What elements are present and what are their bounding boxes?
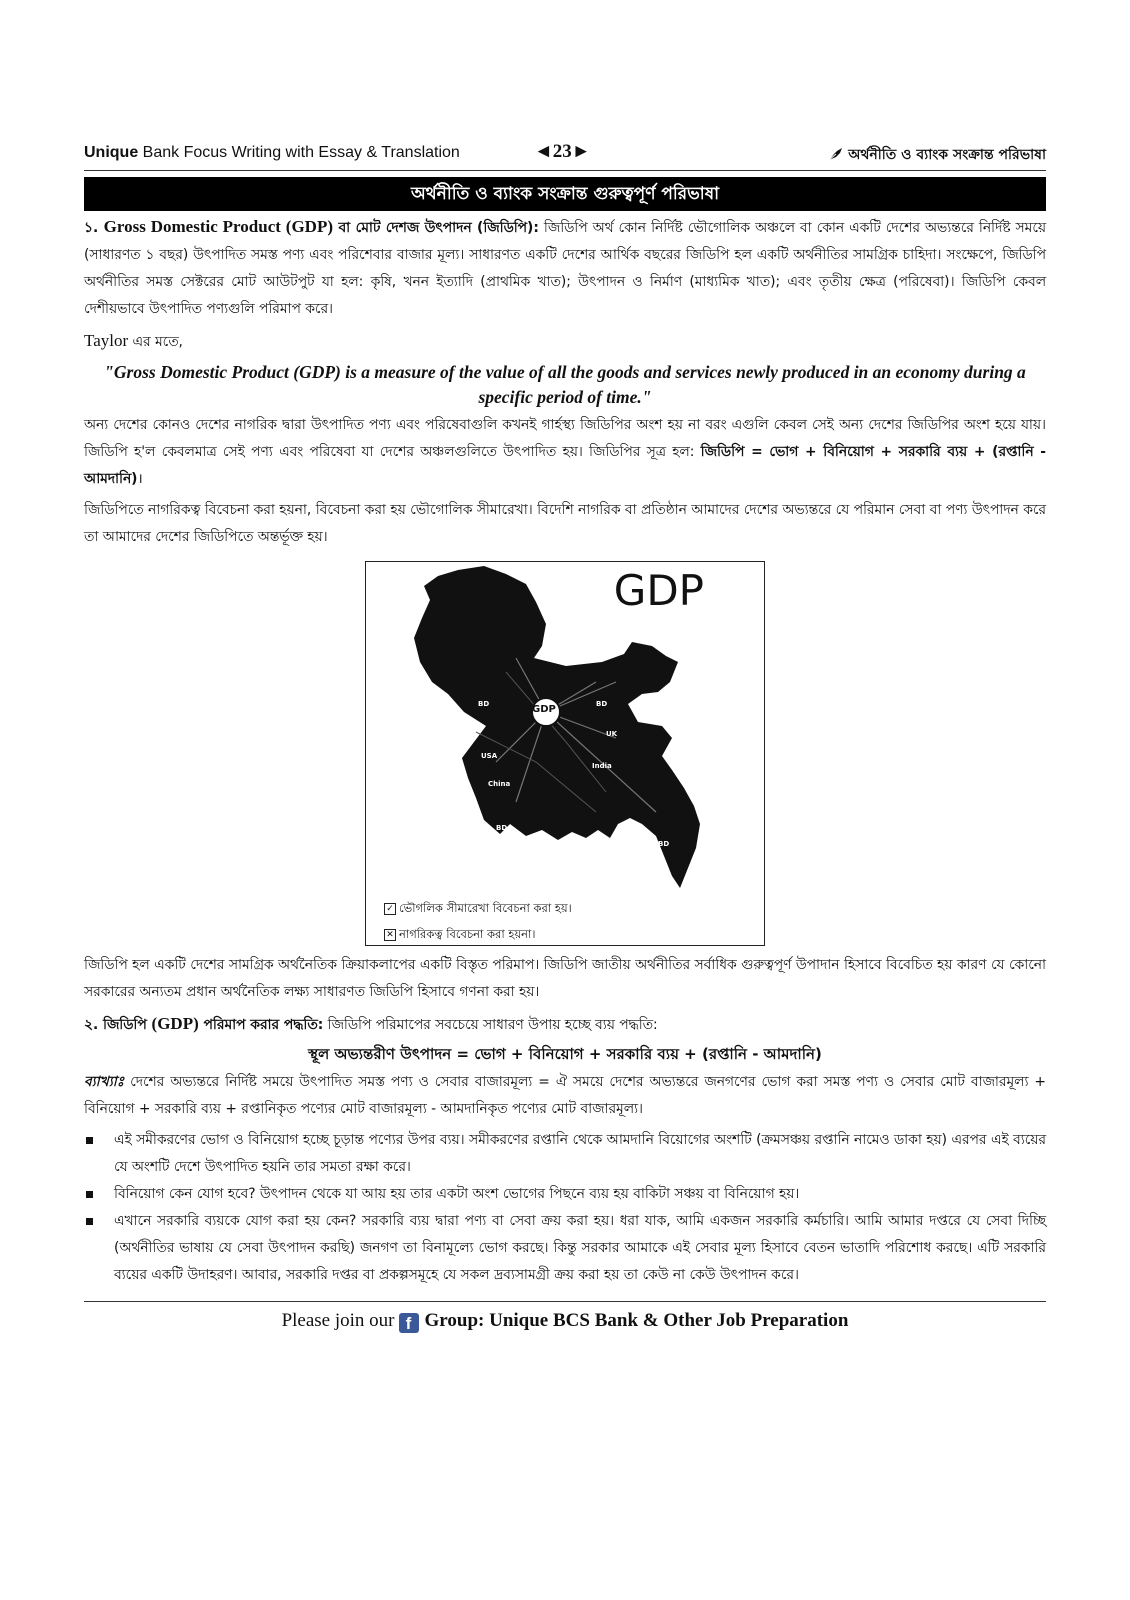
taylor-line bbox=[84, 327, 1046, 356]
list-item bbox=[84, 1181, 1046, 1208]
node-usa: USA bbox=[481, 752, 498, 760]
explanation-label: ব্যাখ্যাঃ bbox=[84, 1074, 125, 1090]
facebook-group-link[interactable]: Unique BCS Bank & Other Job Preparation bbox=[484, 1310, 849, 1331]
section-1-paragraph bbox=[84, 213, 1046, 323]
paragraph-2 bbox=[84, 412, 1046, 493]
node-bd-2: BD bbox=[596, 700, 608, 708]
node-bd-4: BD bbox=[658, 840, 670, 848]
footer-invite: Please join our bbox=[281, 1310, 395, 1331]
footer-group-label: Group: bbox=[424, 1310, 485, 1331]
taylor-quote: "Gross Domestic Product (GDP) is a measure of the value of all the goods and services newly produced in an economy during a specific period of time." bbox=[104, 362, 1026, 407]
book-title bbox=[84, 144, 460, 162]
node-china: China bbox=[488, 780, 511, 788]
paragraph-3: জিডিপিতে নাগরিকত্ব বিবেচনা করা হয়না, বিবেচনা করা হয় ভৌগোলিক সীমারেখা। বিদেশি নাগরিক বা প্রতিষ্ঠান আমাদের দেশের অভ্যন্তরে যে পরিমান সেবা বা পণ্য উৎপাদন করে তা আমাদের দেশের জিডিপিতে অন্তর্ভূক্ত হয়। bbox=[84, 502, 1046, 545]
figure-title: GDP bbox=[613, 566, 704, 615]
footer-divider bbox=[84, 1301, 1046, 1302]
bullet-text: এই সমীকরণের ভোগ ও বিনিয়োগ হচ্ছে চূড়ান্ত পণ্যের উপর ব্যয়। সমীকরণের রপ্তানি থেকে আমদানি বিয়োগের অংশটি (ক্রমসঞ্চয় রপ্তানি নামেও ডাকা হয়) এরপর এই ব্যয়ের যে অংশটি দেশে উৎপাদিত হয়নি তার সমতা রক্ষা করে। bbox=[114, 1132, 1046, 1175]
term-english: Gross Domestic Product (GDP) bbox=[103, 217, 334, 236]
section-2-paragraph bbox=[84, 1010, 1046, 1039]
bullet-text: বিনিয়োগ কেন যোগ হবে? উৎপাদন থেকে যা আয় হয় তার একটা অংশ ভোগের পিছনে ব্যয় হয় বাকিটা সঞ্চয় বা বিনিয়োগ হয়। bbox=[114, 1186, 800, 1202]
bangladesh-map bbox=[366, 562, 764, 945]
definition-text: জিডিপি অর্থ কোন নির্দিষ্ট ভৌগোলিক অঞ্চলে বা কোন একটি দেশের অভ্যন্তরে নির্দিষ্ট সময়ে (সাধারণত ১ বছর) উৎপাদিত সমস্ত পণ্য এবং পরিশেবার বাজার মূল্য। সাধারণত একটি দেশের আর্থিক বছরের জিডিপি হল একটি অর্থনীতির সামগ্রিক চাহিদা। সংক্ষেপে, জিডিপি অর্থনীতির সমস্ত সেক্টরের মোট আউটপুট যা হল: কৃষি, খনন ইত্যাদি (প্রাথমিক খাত); উৎপাদন ও নির্মাণ (মাধ্যমিক খাত); এবং তৃতীয় ক্ষেত্র (পরিষেবা)। জিডিপি কেবল দেশীয়ভাবে উৎপাদিত পণ্যগুলি পরিমাপ করে। bbox=[84, 220, 1047, 317]
section-2-heading-post: পরিমাপ করার পদ্ধতি: bbox=[198, 1017, 324, 1033]
paragraph-2-end: । bbox=[137, 471, 143, 487]
list-item bbox=[84, 1127, 1046, 1181]
running-header bbox=[84, 138, 1046, 168]
header-divider bbox=[84, 170, 1046, 171]
square-bullet-icon bbox=[86, 1218, 93, 1225]
node-bd-3: BD bbox=[496, 824, 508, 832]
square-bullet-icon bbox=[86, 1137, 93, 1144]
gdp-map-figure bbox=[365, 561, 765, 946]
square-bullet-icon bbox=[86, 1191, 93, 1198]
brand-name: Unique bbox=[84, 144, 139, 161]
gdp-formula-inline: জিডিপি = ভোগ + বিনিয়োগ + সরকারি ব্যয় + (রপ্তানি - আমদানি) bbox=[84, 444, 1046, 487]
pen-nib-icon bbox=[828, 147, 844, 165]
caption-citizenship bbox=[384, 926, 536, 945]
cross-icon: ✕ bbox=[384, 929, 396, 941]
section-title: অর্থনীতি ও ব্যাংক সংক্রান্ত পরিভাষা bbox=[848, 147, 1046, 163]
section-1-number: ১. bbox=[84, 220, 104, 236]
node-india: India bbox=[592, 762, 612, 770]
author-suffix: এর মতে, bbox=[128, 334, 183, 350]
caption-citizenship-text: নাগরিকত্ব বিবেচনা করা হয়না। bbox=[399, 927, 536, 941]
book-title-text: Bank Focus Writing with Essay & Translation bbox=[138, 144, 460, 161]
list-item bbox=[84, 1208, 1046, 1289]
caption-geographic-text: ভৌগলিক সীমারেখা বিবেচনা করা হয়। bbox=[399, 901, 572, 915]
section-2-text: জিডিপি পরিমাপের সবচেয়ে সাধারণ উপায় হচ্ছে ব্যয় পদ্ধতি: bbox=[323, 1017, 658, 1033]
node-uk: UK bbox=[606, 730, 618, 738]
author-name: Taylor bbox=[84, 331, 129, 350]
paragraph-2-text: অন্য দেশের কোনও দেশের নাগরিক দ্বারা উৎপাদিত পণ্য এবং পরিষেবাগুলি কখনই গার্হস্থ্য জিডিপির অংশ হয় না বরং এগুলি কেবল সেই অন্য দেশের জিডিপির অংশ হয়ে যায়। জিডিপি হ'ল কেবলমাত্র সেই পণ্য এবং পরিষেবা যা দেশের অঞ্চলগুলিতে উৎপাদিত হয়। জিডিপির সূত্র হল: bbox=[84, 417, 1046, 460]
facebook-icon[interactable]: f bbox=[399, 1313, 419, 1333]
document-page bbox=[84, 138, 1046, 1333]
explanation-text: দেশের অভ্যন্তরে নির্দিষ্ট সময়ে উৎপাদিত সমস্ত পণ্য ও সেবার বাজারমূল্য = ঐ সময়ে দেশের অভ্যন্তরে জনগণের ভোগ করা সমস্ত পণ্য ও সেবার মোট বাজারমূল্য + বিনিয়োগ + সরকারি ব্যয় + রপ্তানিকৃত পণ্যের মোট বাজারমূল্য - আমদানিকৃত পণ্যের মোট বাজারমূল্য। bbox=[84, 1074, 1046, 1117]
term-bangla: বা মোট দেশজ উৎপাদন (জিডিপি): bbox=[333, 220, 539, 236]
gdp-expenditure-formula: স্থূল অভ্যন্তরীণ উৎপাদন = ভোগ + বিনিয়োগ + সরকারি ব্যয় + (রপ্তানি - আমদানি) bbox=[308, 1045, 822, 1063]
section-2-number: ২. bbox=[84, 1017, 104, 1033]
node-bd-1: BD bbox=[478, 700, 490, 708]
explanation-paragraph bbox=[84, 1069, 1046, 1123]
paragraph-4: জিডিপি হল একটি দেশের সামগ্রিক অর্থনৈতিক ক্রিয়াকলাপের একটি বিস্তৃত পরিমাপ। জিডিপি জাতীয় অর্থনীতির সর্বাধিক গুরুত্বপূর্ণ উপাদান হিসাবে বিবেচিত হয় কারণ যে কোনো সরকারের অন্যতম প্রধান অর্থনৈতিক লক্ষ্য সাধারণত জিডিপি হিসাবে গণনা করা হয়। bbox=[84, 957, 1046, 1000]
check-icon: ✓ bbox=[384, 903, 396, 915]
chapter-title: অর্থনীতি ও ব্যাংক সংক্রান্ত গুরুত্বপূর্ণ পরিভাষা bbox=[84, 177, 1046, 211]
footer bbox=[84, 1310, 1046, 1333]
caption-geographic bbox=[384, 900, 572, 919]
bullet-text: এখানে সরকারি ব্যয়কে যোগ করা হয় কেন? সরকারি ব্যয় দ্বারা পণ্য বা সেবা ক্রয় করা হয়। ধরা যাক, আমি একজন সরকারি কর্মচারি। আমি আমার দপ্তরে যে সেবা দিচ্ছি (অর্থনীতির ভাষায় যে সেবা উৎপাদন করছি) জনগণ তা বিনামূল্যে ভোগ করছে। কিন্তু সরকার আমাকে এই সেবার মূল্য হিসাবে বেতন ভাতাদি পরিশোধ করছে। এটি সরকারি ব্যয়ের একটি উদাহরণ। আবার, সরকারি দপ্তর বা প্রকল্পসমূহে যে সকল দ্রব্যসামগ্রী ক্রয় করা হয় তা কেউ না কেউ উৎপাদন করে। bbox=[114, 1213, 1046, 1283]
section-name bbox=[828, 143, 1046, 167]
page-number: ◄23► bbox=[534, 141, 591, 162]
section-2-heading-en: (GDP) bbox=[151, 1014, 199, 1033]
section-2-heading-pre: জিডিপি bbox=[103, 1017, 152, 1033]
bullet-list bbox=[84, 1127, 1046, 1289]
gdp-center-label: GDP bbox=[532, 704, 556, 715]
